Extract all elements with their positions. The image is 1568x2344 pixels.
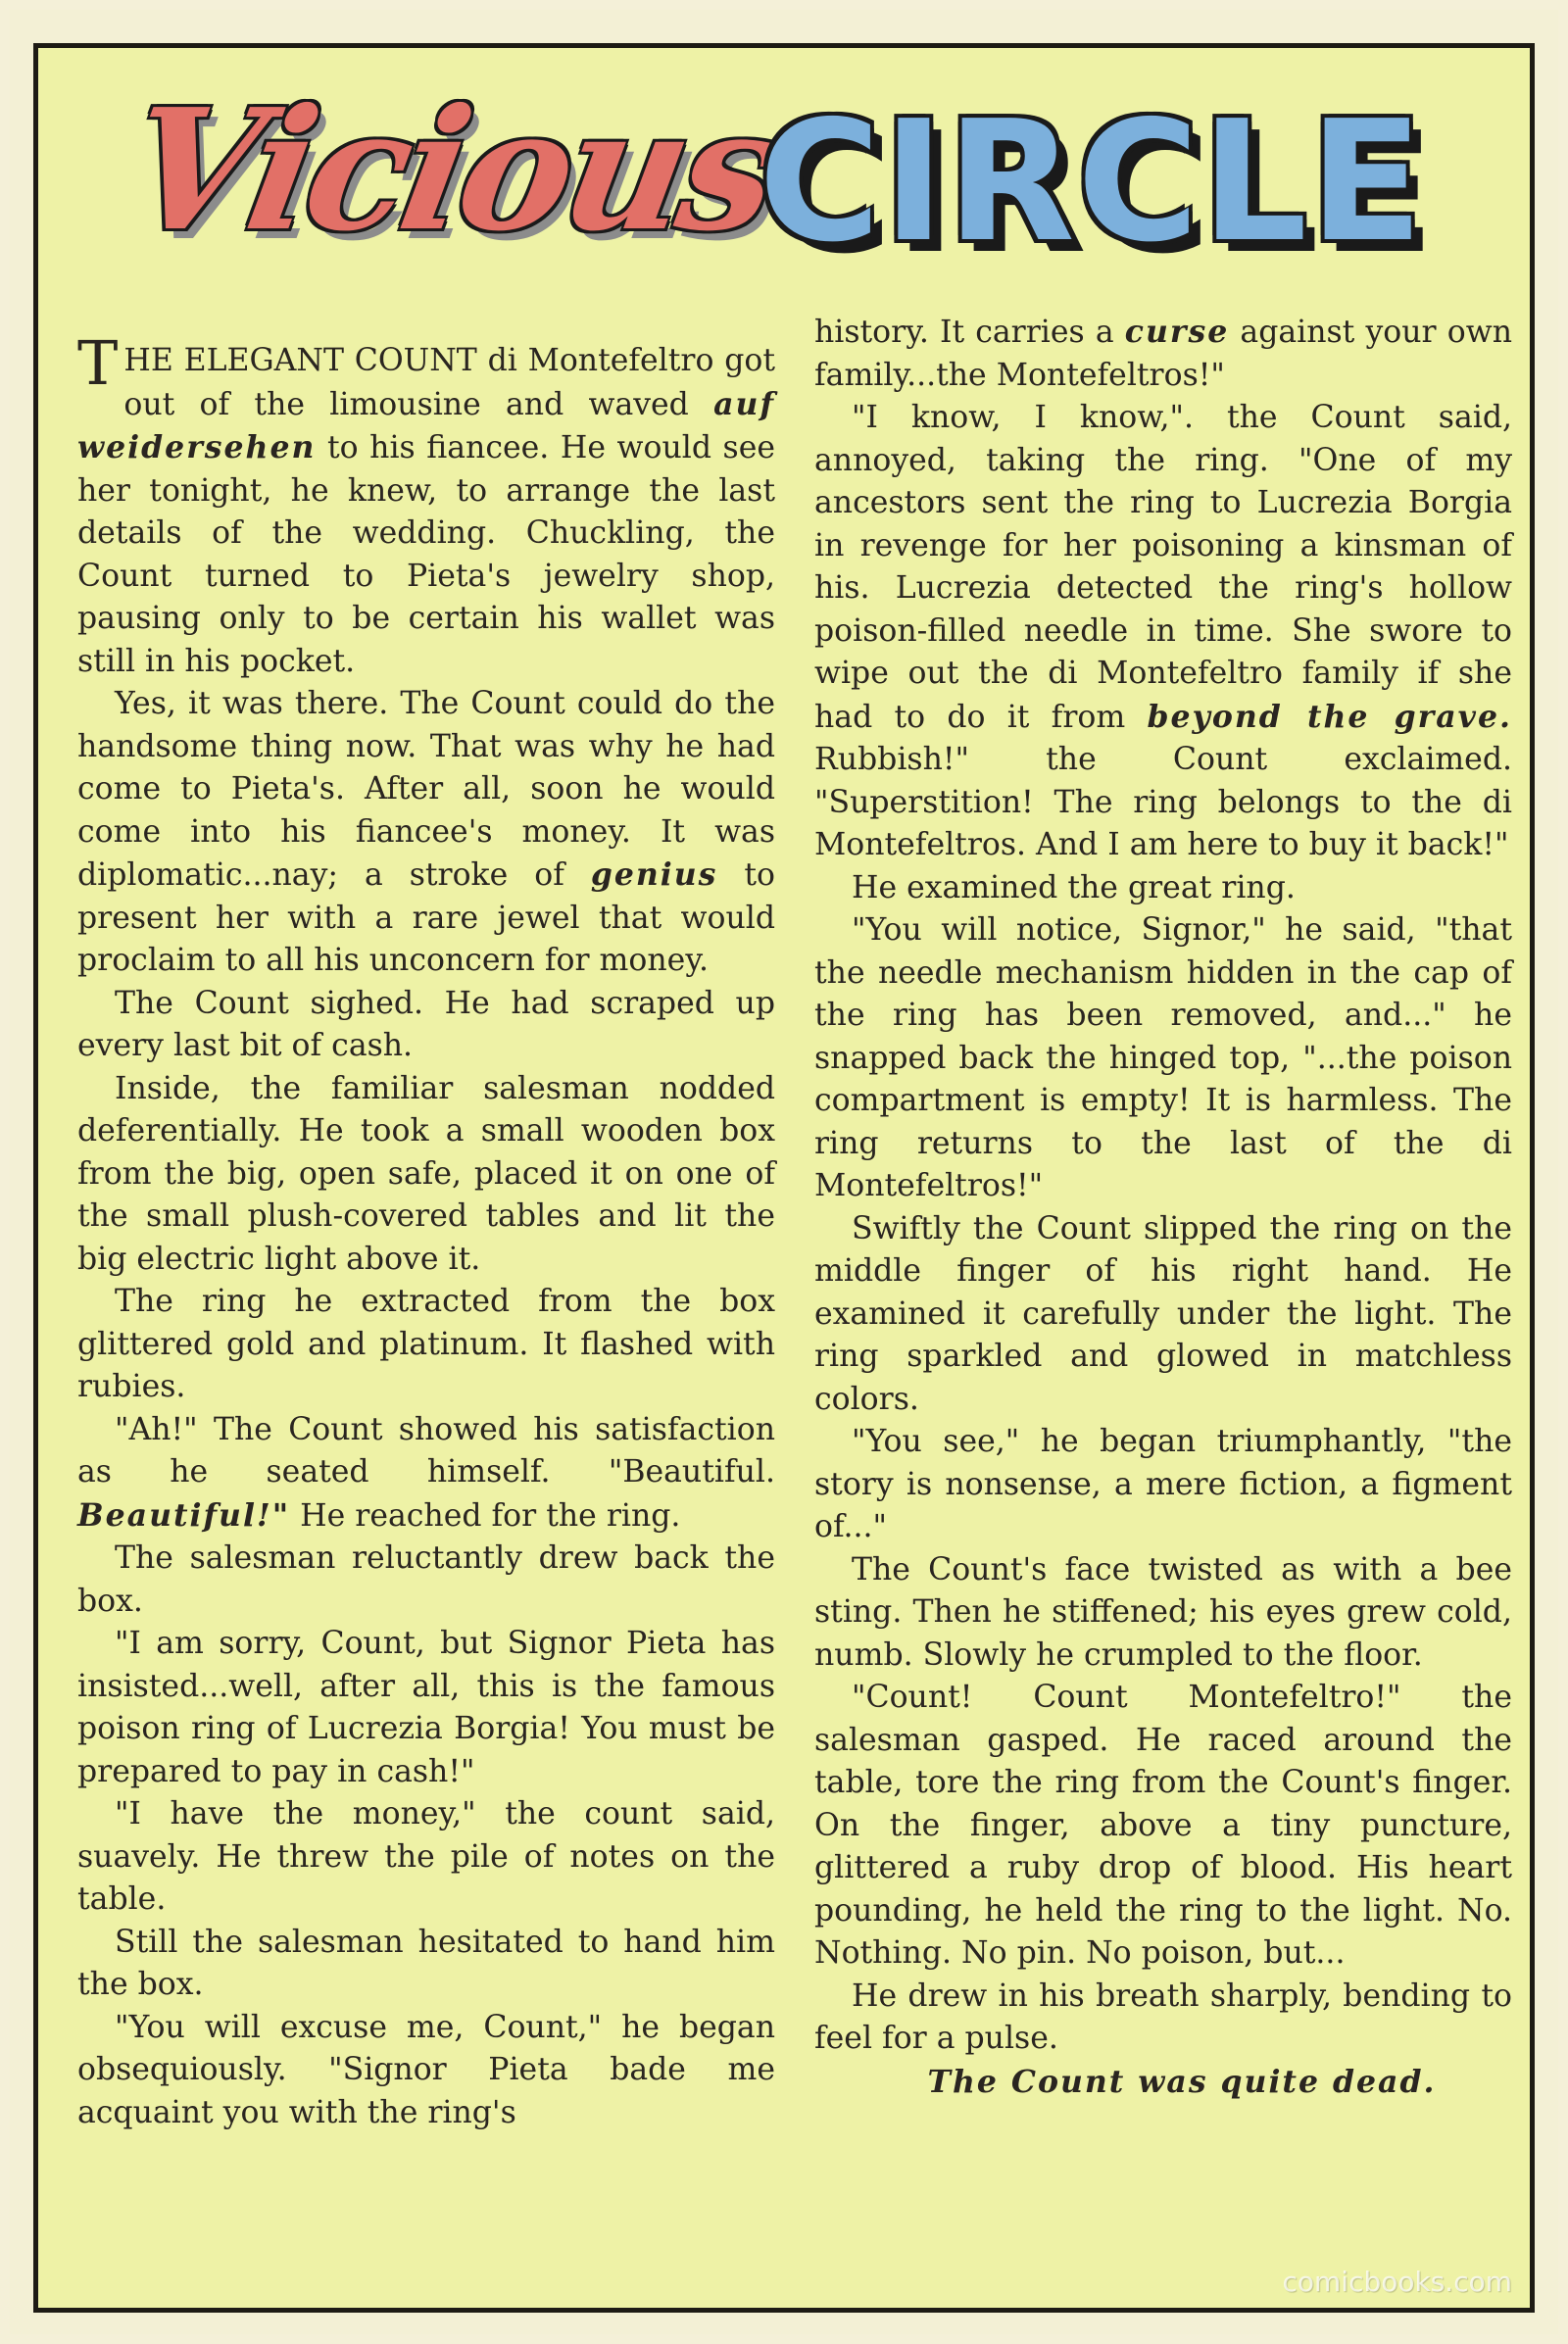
paragraph: The ring he extracted from the box glittered gold and platinum. It flashed with rubies. xyxy=(77,1284,775,1404)
paragraph: "I am sorry, Count, but Signor Pieta has insisted...well, after all, this is the famous poison ring of Lucrezia Borgia! You must be prepared to pay in cash!" xyxy=(77,1626,775,1789)
emphasis-text: beyond the grave. xyxy=(1147,698,1512,735)
paragraph: Inside, the familiar salesman nodded deferentially. He took a small wooden box from the big, open safe, placed it on one of the small plush-covered tables and lit the big electric light above it. xyxy=(77,1070,775,1277)
paragraph: Swiftly the Count slipped the ring on the middle finger of his right hand. He examined it carefully under the light. The ring sparkled and glowed in matchless colors. xyxy=(814,1210,1512,1417)
title-word-vicious: Vicious xyxy=(114,73,788,269)
text-run: to his fiancee. He would see her tonight, he knew, to arrange the last details of the wedding. Chuckling, the Count turned to Pieta's jewelry shop, pausing only to be certain his wallet was still in his pocket. xyxy=(77,430,775,679)
text-run: against your own family...the Montefeltros!" xyxy=(814,315,1512,393)
text-panel xyxy=(33,43,1535,2313)
paragraph xyxy=(814,397,1512,867)
text-run: Yes, it was there. The Count could do the handsome thing now. That was why he had come to Pieta's. After all, soon he would come into his fiancee's money. It was diplomatic...nay; a stroke of xyxy=(77,686,775,893)
left-text-column xyxy=(77,327,775,2134)
paragraph: "You will notice, Signor," he said, "that the needle mechanism hidden in the cap of the ring has been removed, and..." he snapped back the hinged top, "...the poison compartment is empty! It is harmless. The ring returns to the last of the di Montefeltros!" xyxy=(814,912,1512,1203)
text-run: "I know, I know,". the Count said, annoyed, taking the ring. "One of my ancestors sent the ring to Lucrezia Borgia in revenge for her poisoning a kinsman of his. Lucrezia detected the ring's hollow poison-filled needle in time. She swore to wipe out the di Montefeltro family if she had to do it from xyxy=(814,400,1512,735)
paragraph: He drew in his breath sharply, bending to feel for a pulse. xyxy=(814,1978,1512,2056)
right-text-column xyxy=(814,311,1512,2103)
text-run: to present her with a rare jewel that would proclaim to all his unconcern for money. xyxy=(77,857,775,978)
paragraph: "I have the money," the count said, suavely. He threw the pile of notes on the table. xyxy=(77,1796,775,1917)
emphasis-text: auf weidersehen xyxy=(77,385,775,465)
closing-line: The Count was quite dead. xyxy=(927,2063,1437,2100)
text-run: history. It carries a xyxy=(814,315,1125,350)
emphasis-text: genius xyxy=(590,856,718,893)
watermark: comicbooks.com xyxy=(1282,2266,1512,2298)
text-run: "Ah!" The Count showed his satisfaction as he seated himself. "Beautiful. xyxy=(77,1411,775,1489)
paragraph: He examined the great ring. xyxy=(852,869,1296,905)
paragraph xyxy=(77,1409,775,1538)
comic-page xyxy=(10,10,1558,2334)
drop-cap: T xyxy=(77,327,119,399)
paragraph: "You see," he began triumphantly, "the story is nonsense, a mere fiction, a figment of..." xyxy=(814,1424,1512,1544)
paragraph: "Count! Count Montefeltro!" the salesman gasped. He raced around the table, tore the ring from the Count's finger. On the finger, above a tiny puncture, glittered a ruby drop of blood. His heart pounding, he held the ring to the light. No. Nothing. No pin. No poison, but... xyxy=(814,1680,1512,1971)
paragraph: The salesman reluctantly drew back the box. xyxy=(77,1540,775,1619)
text-run: He reached for the ring. xyxy=(290,1497,681,1534)
emphasis-text: curse xyxy=(1124,314,1230,350)
paragraph: "You will excuse me, Count," he began obsequiously. "Signor Pieta bade me acquaint you with the ring's xyxy=(77,2009,775,2130)
paragraph xyxy=(77,327,775,683)
paragraph: The Count sighed. He had scraped up every last bit of cash. xyxy=(77,985,775,1063)
title-word-circle: CIRCLE xyxy=(759,85,1426,279)
emphasis-text: Beautiful!" xyxy=(77,1496,291,1534)
text-run: HE ELEGANT COUNT di Montefeltro got out of the limousine and waved xyxy=(123,343,775,422)
text-run: Rubbish!" the Count exclaimed. "Superstition! The ring belongs to the di Montefeltros. And I am here to buy it back!" xyxy=(814,742,1512,862)
paragraph: Still the salesman hesitated to hand him the box. xyxy=(77,1924,775,2002)
story-title xyxy=(38,48,1530,332)
paragraph xyxy=(77,683,775,983)
paragraph xyxy=(814,311,1512,397)
paragraph: The Count's face twisted as with a bee sting. Then he stiffened; his eyes grew cold, numb. Slowly he crumpled to the floor. xyxy=(814,1551,1512,1673)
